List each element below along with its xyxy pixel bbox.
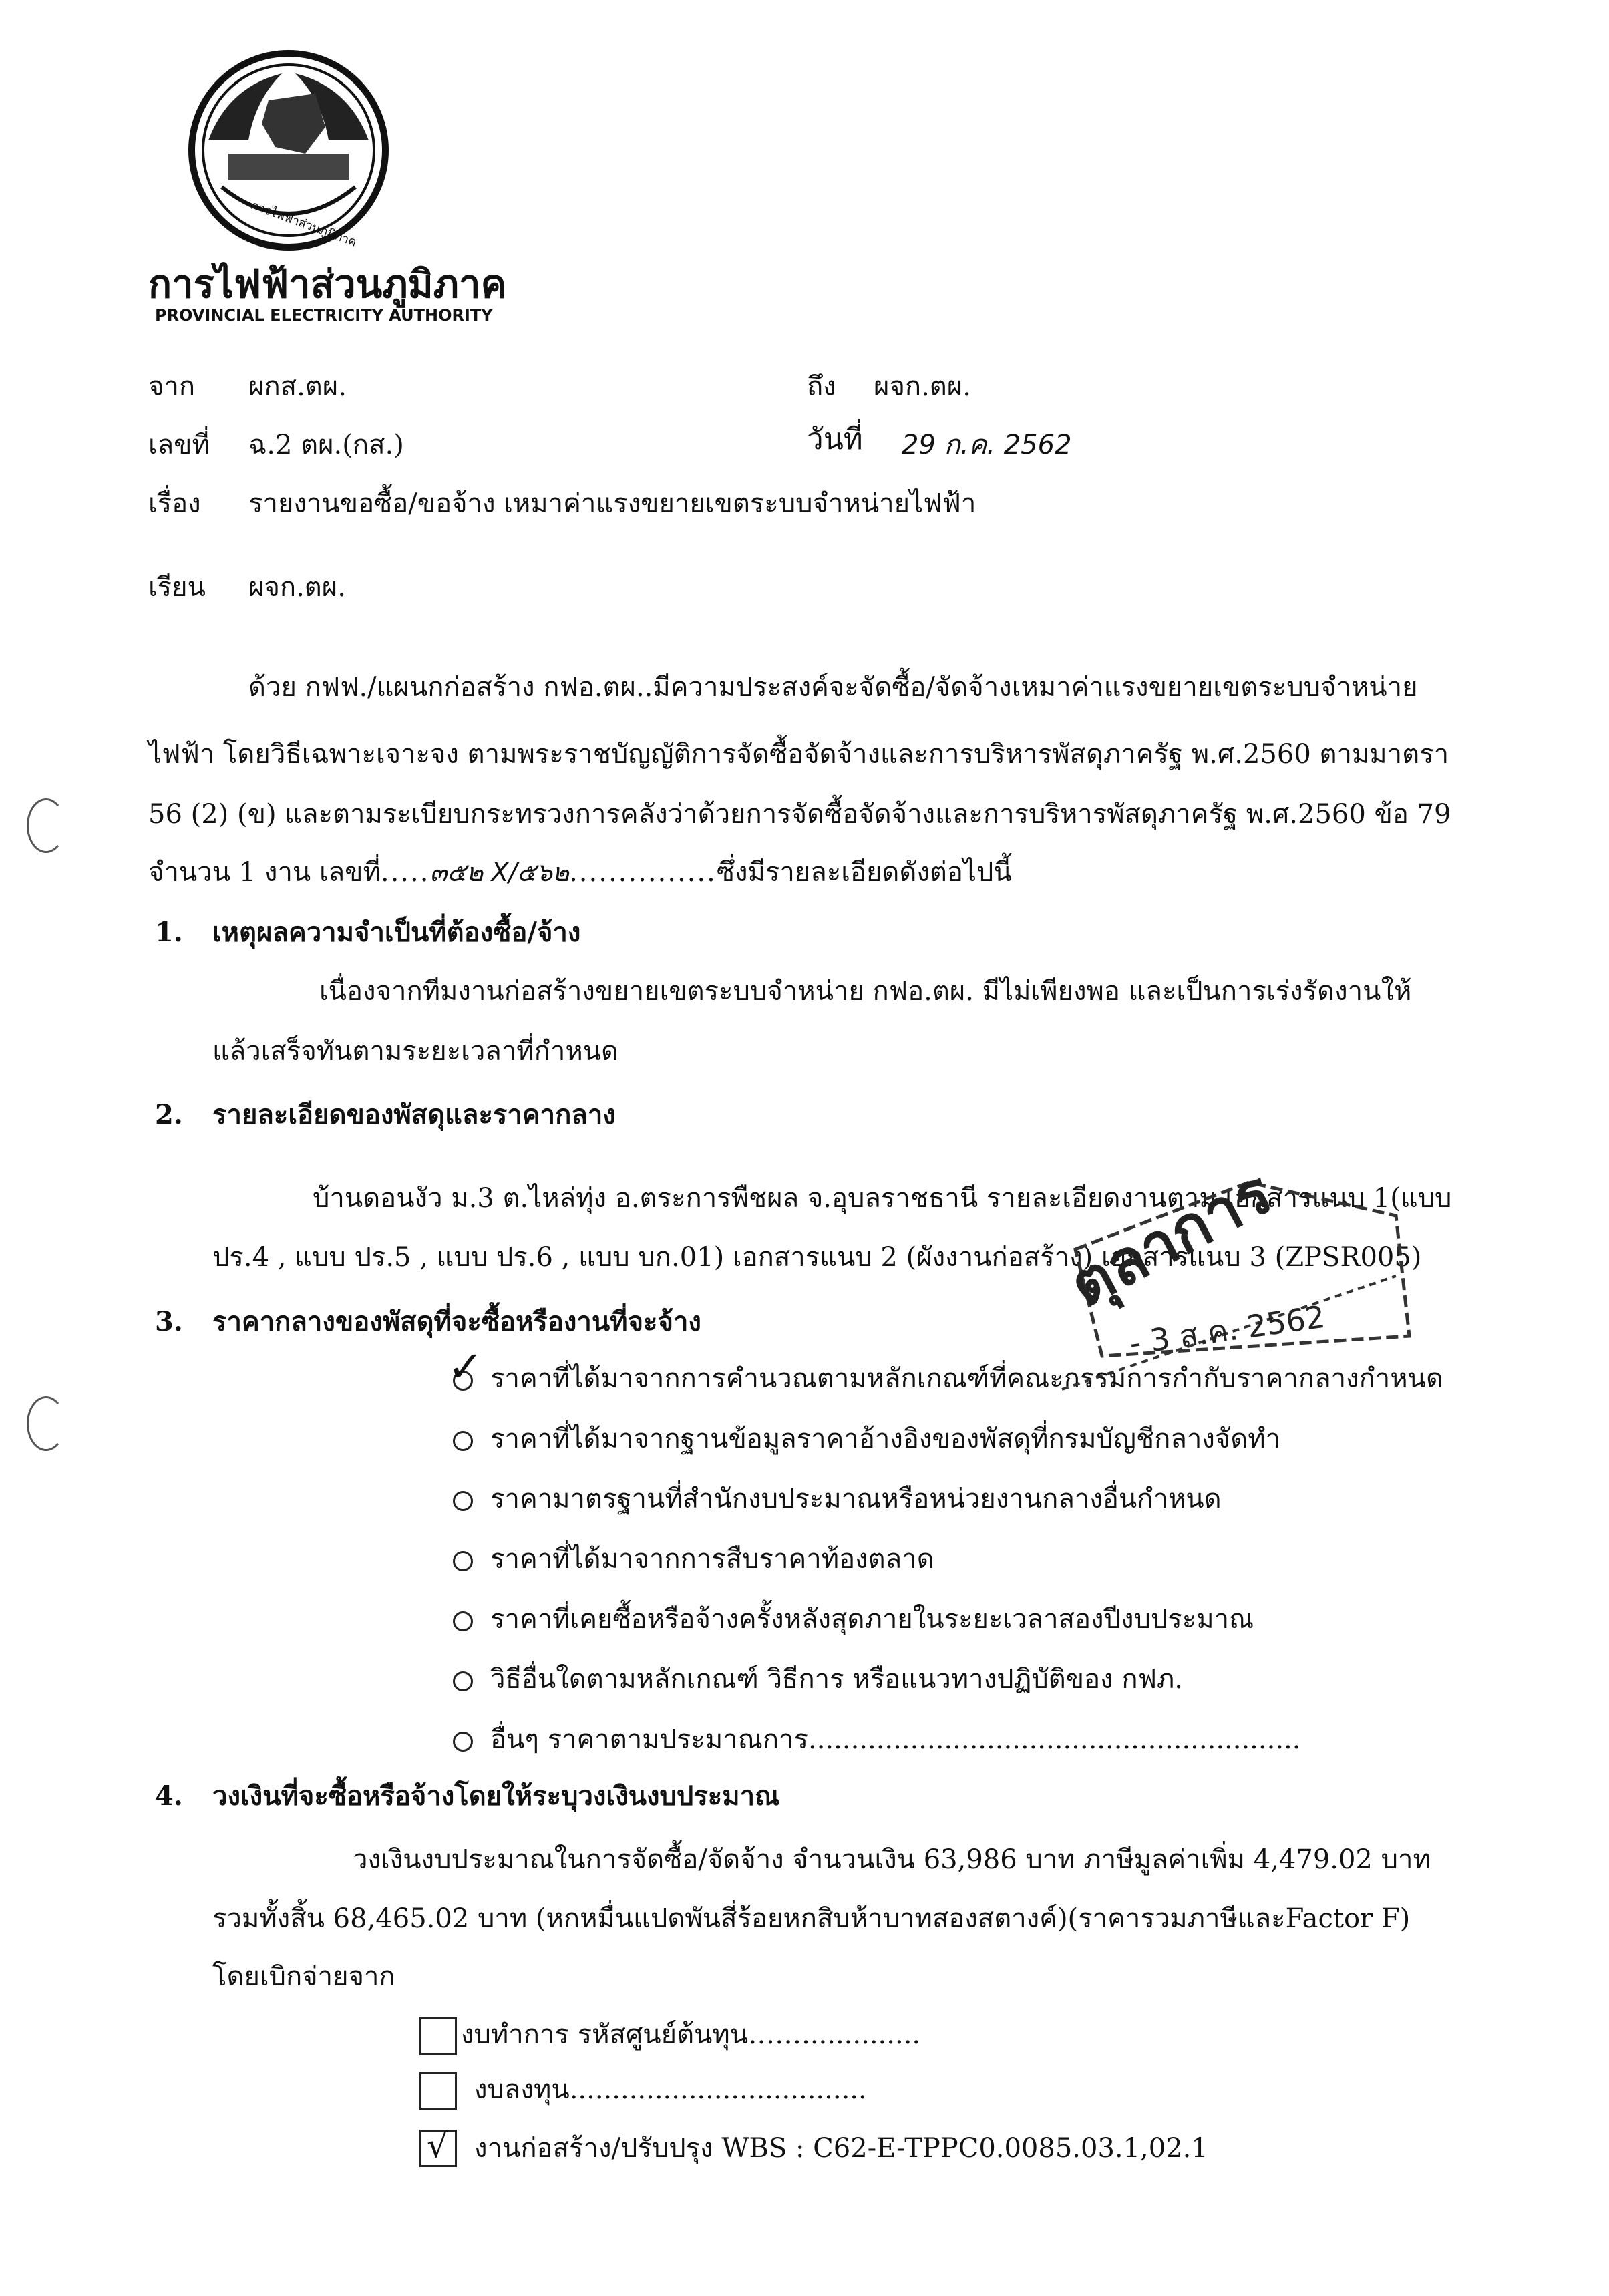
budget-item-construction: งานก่อสร้าง/ปรับปรุง WBS : C62-E-TPPC0.0085.03.1,02.1 bbox=[474, 2133, 1208, 2164]
section-4-line-1: วงเงินงบประมาณในการจัดซื้อ/จัดจ้าง จำนวนเงิน 63,986 บาท ภาษีมูลค่าเพิ่ม 4,479.02 บาท bbox=[353, 1844, 1431, 1875]
received-stamp bbox=[1049, 1136, 1423, 1450]
org-name-english: PROVINCIAL ELECTRICITY AUTHORITY bbox=[155, 306, 493, 325]
option-1-check-mark: ✓ bbox=[448, 1343, 484, 1392]
budget-item-investment-dots: ................................... bbox=[569, 2074, 867, 2105]
binder-hole-bottom bbox=[27, 1396, 65, 1451]
section-3-number: 3. bbox=[155, 1306, 183, 1337]
section-4-line-2: รวมทั้งสิ้น 68,465.02 บาท (หกหมื่นแปดพันสี่ร้อยหกสิบห้าบาทสองสตางค์)(ราคารวมภาษีและFactor F) bbox=[212, 1903, 1411, 1934]
to-value: ผจก.ตผ. bbox=[874, 371, 971, 402]
price-option-4-label: ราคาที่ได้มาจากการสืบราคาท้องตลาด bbox=[490, 1544, 934, 1575]
intro-line-2: ไฟฟ้า โดยวิธีเฉพาะเจาะจง ตามพระราชบัญญัติการจัดซื้อจัดจ้างและการบริหารพัสดุภาครัฐ พ.ศ.2560 ตามมาตรา bbox=[148, 739, 1449, 770]
radio-option-3[interactable] bbox=[453, 1491, 473, 1511]
subject-label: เรื่อง bbox=[148, 488, 201, 519]
budget-item-operating-dots: …….............. bbox=[748, 2019, 921, 2050]
radio-option-5[interactable] bbox=[453, 1611, 473, 1631]
binder-hole-top bbox=[27, 798, 65, 853]
intro-line-4-suffix: ซึ่งมีรายละเอียดดังต่อไปนี้ bbox=[716, 857, 1012, 888]
org-name-thai: การไฟฟ้าส่วนภูมิภาค bbox=[148, 261, 507, 307]
intro-line-1: ด้วย กฟฟ./แผนกก่อสร้าง กฟอ.ตผ..มีความประสงค์จะจัดซื้อ/จัดจ้างเหมาค่าแรงขยายเขตระบบจำหน่าย bbox=[248, 672, 1418, 703]
section-4-number: 4. bbox=[155, 1780, 183, 1812]
price-option-3-label: ราคามาตรฐานที่สำนักงบประมาณหรือหน่วยงานกลางอื่นกำหนด bbox=[490, 1484, 1222, 1514]
intro-dots-1: ..... bbox=[380, 857, 430, 888]
seal-caption: การไฟฟ้าส่วนภูมิภาค bbox=[249, 198, 359, 250]
radio-option-4[interactable] bbox=[453, 1551, 473, 1571]
stamp-date: - 3 ส.ค. 2562 bbox=[1127, 1298, 1328, 1362]
intro-line-4 bbox=[148, 856, 1012, 888]
budget-item-operating bbox=[461, 2019, 920, 2051]
date-label: วันที่ bbox=[807, 422, 863, 456]
price-option-4 bbox=[453, 1543, 934, 1575]
section-1-line-2: แล้วเสร็จทันตามระยะเวลาที่กำหนด bbox=[212, 1036, 619, 1067]
section-2-line-1: บ้านดอนงัว ม.3 ต.ไหล่ทุ่ง อ.ตระการพืชผล จ.อุบลราชธานี รายละเอียดงานตาม เอกสารแนบ 1(แบบ bbox=[313, 1183, 1452, 1214]
price-option-1-label: ราคาที่ได้มาจากการคำนวณตามหลักเกณฑ์ที่คณะกรรมการกำกับราคากลางกำหนด bbox=[490, 1363, 1443, 1394]
to-label: ถึง bbox=[807, 371, 836, 402]
intro-dots-2: ............... bbox=[569, 857, 717, 888]
doc-number-label: เลขที่ bbox=[148, 430, 210, 460]
handwritten-work-number: ๓๕๒ X/๕๖๒ bbox=[429, 858, 570, 887]
doc-number-value: ฉ.2 ตผ.(กส.) bbox=[248, 430, 404, 460]
budget-checkbox-operating[interactable] bbox=[419, 2017, 457, 2055]
price-option-7 bbox=[453, 1724, 1300, 1756]
budget-item-investment bbox=[474, 2074, 867, 2106]
price-option-6 bbox=[453, 1663, 1183, 1695]
dear-label: เรียน bbox=[148, 572, 206, 603]
section-4-line-3: โดยเบิกจ่ายจาก bbox=[212, 1961, 395, 1992]
price-option-2-label: ราคาที่ได้มาจากฐานข้อมูลราคาอ้างอิงของพัสดุที่กรมบัญชีกลางจัดทำ bbox=[490, 1424, 1281, 1454]
budget-item-investment-label: งบลงทุน bbox=[474, 2074, 570, 2105]
price-option-5-label: ราคาที่เคยซื้อหรือจ้างครั้งหลังสุดภายในระยะเวลาสองปีงบประมาณ bbox=[490, 1604, 1254, 1635]
pea-seal-logo bbox=[148, 47, 429, 254]
budget-item-operating-label: งบทำการ รหัสศูนย์ต้นทุน bbox=[461, 2019, 749, 2050]
radio-option-2[interactable] bbox=[453, 1431, 473, 1451]
subject-value: รายงานขอซื้อ/ขอจ้าง เหมาค่าแรงขยายเขตระบบจำหน่ายไฟฟ้า bbox=[248, 488, 976, 519]
budget-checkbox-investment[interactable] bbox=[419, 2072, 457, 2110]
price-option-7-label: อื่นๆ ราคาตามประมาณการ bbox=[490, 1724, 808, 1755]
section-3-title: ราคากลางของพัสดุที่จะซื้อหรืองานที่จะจ้าง bbox=[212, 1306, 701, 1337]
price-option-5 bbox=[453, 1603, 1254, 1635]
price-option-3 bbox=[453, 1483, 1222, 1515]
from-label: จาก bbox=[148, 371, 196, 402]
section-2-number: 2. bbox=[155, 1099, 183, 1130]
budget-check-mark: √ bbox=[427, 2126, 448, 2165]
section-1-number: 1. bbox=[155, 917, 183, 948]
stamp-text: ตุลาการ bbox=[1058, 1156, 1284, 1321]
from-value: ผกส.ตผ. bbox=[248, 371, 347, 402]
section-2-title: รายละเอียดของพัสดุและราคากลาง bbox=[212, 1099, 616, 1130]
option-7-dots: .......................................................... bbox=[808, 1724, 1301, 1755]
intro-line-3: 56 (2) (ข) และตามระเบียบกระทรวงการคลังว่าด้วยการจัดซื้อจัดจ้างและการบริหารพัสดุภาครัฐ พ.ศ.2560 ข้อ 79 bbox=[148, 799, 1451, 830]
section-1-line-1: เนื่องจากทีมงานก่อสร้างขยายเขตระบบจำหน่าย กฟอ.ตผ. มีไม่เพียงพอ และเป็นการเร่งรัดงานให้ bbox=[319, 976, 1412, 1007]
section-2-line-2: ปร.4 , แบบ ปร.5 , แบบ ปร.6 , แบบ บก.01) เอกสารแนบ 2 (ผังงานก่อสร้าง) เอกสารแนบ 3 (ZPSR005) bbox=[212, 1242, 1422, 1273]
radio-option-7[interactable] bbox=[453, 1732, 473, 1752]
dear-value: ผจก.ตผ. bbox=[248, 572, 346, 603]
radio-option-6[interactable] bbox=[453, 1671, 473, 1691]
section-4-title: วงเงินที่จะซื้อหรือจ้างโดยให้ระบุวงเงินงบประมาณ bbox=[212, 1780, 780, 1812]
intro-line-4-prefix: จำนวน 1 งาน เลขที่ bbox=[148, 857, 381, 888]
date-value: 29 ก.ค. 2562 bbox=[902, 430, 1072, 460]
section-1-title: เหตุผลความจำเป็นที่ต้องซื้อ/จ้าง bbox=[212, 917, 581, 948]
budget-checkbox-construction[interactable] bbox=[419, 2126, 457, 2167]
price-option-6-label: วิธีอื่นใดตามหลักเกณฑ์ วิธีการ หรือแนวทางปฏิบัติของ กฟภ. bbox=[490, 1664, 1183, 1695]
